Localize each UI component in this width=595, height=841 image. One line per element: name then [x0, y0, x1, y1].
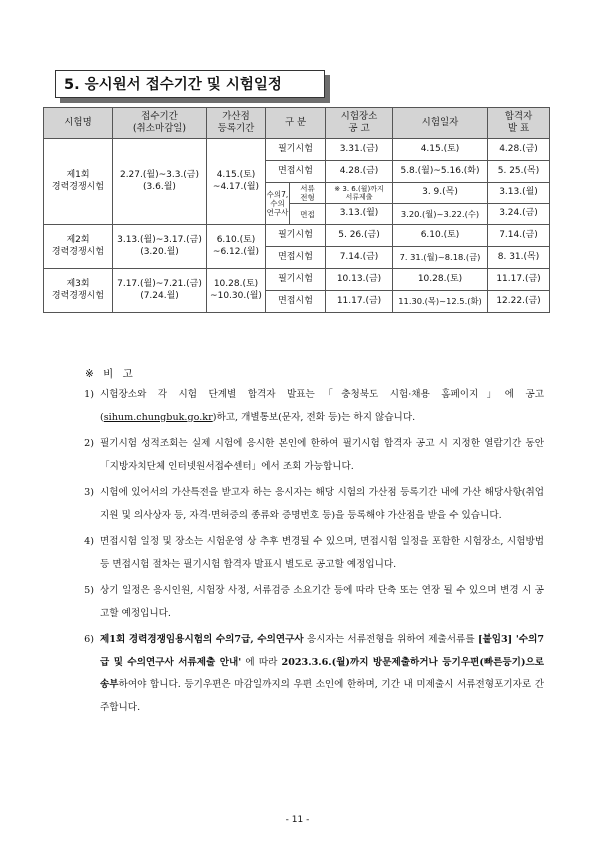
- bonus-period-cell: 10.28.(토) ~10.30.(월): [207, 269, 266, 313]
- result-cell: 3.24.(금): [488, 204, 550, 225]
- venue-cell: 10.13.(금): [326, 269, 393, 291]
- date-cell: 3.20.(월)~3.22.(수): [393, 204, 488, 225]
- date-cell: 5.8.(월)~5.16.(화): [393, 161, 488, 183]
- type-cell: 면접시험: [266, 247, 326, 269]
- date-cell: 4.15.(토): [393, 139, 488, 161]
- bonus-period-cell: 6.10.(토) ~6.12.(월): [207, 225, 266, 269]
- venue-cell: 4.28.(금): [326, 161, 393, 183]
- type-cell: 필기시험: [266, 225, 326, 247]
- note-number: 5): [84, 585, 94, 596]
- venue-cell: 3.13.(월): [326, 204, 393, 225]
- venue-cell: 11.17.(금): [326, 291, 393, 313]
- date-cell: 10.28.(토): [393, 269, 488, 291]
- table-row: [44, 269, 550, 291]
- table-row: [44, 139, 550, 161]
- exam-name-cell: 제3회 경력경쟁시험: [44, 269, 113, 313]
- header-exam: 시험명: [44, 108, 113, 139]
- header-receipt: 접수기간 (취소마감일): [113, 108, 207, 139]
- result-cell: 4.28.(금): [488, 139, 550, 161]
- date-cell: 3. 9.(목): [393, 183, 488, 204]
- receipt-period-cell: 2.27.(월)~3.3.(금) (3.6.월): [113, 139, 207, 225]
- date-cell: 11.30.(목)~12.5.(화): [393, 291, 488, 313]
- type-cell: 필기시험: [266, 269, 326, 291]
- result-cell: 5. 25.(목): [488, 161, 550, 183]
- receipt-period-cell: 7.17.(월)~7.21.(금) (7.24.월): [113, 269, 207, 313]
- homepage-link[interactable]: sihum.chungbuk.go.kr: [103, 411, 213, 423]
- date-cell: 7. 31.(월)~8.18.(금): [393, 247, 488, 269]
- list-item: [72, 433, 544, 478]
- note-text: 필기시험 성적조회는 실제 시험에 응시한 본인에 한하여 필기시험 합격자 공고 시 지정한 열람기간 동안「지방자치단체 인터넷원서접수센터」에서 조회 가능합니다.: [100, 438, 544, 472]
- note-text: 시험에 있어서의 가산특전을 받고자 하는 응시자는 해당 시험의 가산점 등록기간 내에 가산 해당사항(취업지원 및 의사상자 등, 자격·면허증의 종류와 증명번호 등)을 등록해야 가산점을 받을 수 있습니다.: [100, 487, 544, 521]
- result-cell: 7.14.(금): [488, 225, 550, 247]
- result-cell: 8. 31.(목): [488, 247, 550, 269]
- special-type-label: 수의7, 수의 연구사: [266, 183, 290, 225]
- receipt-period-cell: 3.13.(월)~3.17.(금) (3.20.월): [113, 225, 207, 269]
- type-cell: 필기시험: [266, 139, 326, 161]
- note-text: 면접시험 일정 및 장소는 시험운영 상 추후 변경될 수 있으며, 면접시험 일정을 포함한 시험장소, 시험방법 등 면접시험 절차는 필기시험 합격자 발표시 별도로 공고할 예정입니다.: [100, 536, 544, 570]
- header-venue: 시험장소 공 고: [326, 108, 393, 139]
- list-item: [72, 531, 544, 576]
- venue-cell: 7.14.(금): [326, 247, 393, 269]
- page-number: - 11 -: [285, 815, 310, 825]
- list-item: [72, 629, 544, 719]
- note-number: 4): [84, 536, 94, 547]
- note-text: 시험장소와 각 시험 단계별 합격자 발표는「충청북도 시험·채용 홈페이지」에 공고 (sihum.chungbuk.go.kr)하고, 개별통보(문자, 전화 등)는 하지 않습니다.: [100, 389, 544, 423]
- note-text: 상기 일정은 응시인원, 시험장 사정, 서류검증 소요기간 등에 따라 단축 또는 연장 될 수 있으며 변경 시 공고할 예정입니다.: [100, 585, 544, 619]
- section-title: 5. 응시원서 접수기간 및 시험일정: [55, 70, 325, 98]
- header-bonus: 가산점 등록기간: [207, 108, 266, 139]
- header-result: 합격자 발 표: [488, 108, 550, 139]
- venue-cell: ※ 3. 6.(월)까지 서류제출: [326, 183, 393, 204]
- bonus-period-cell: 4.15.(토) ~4.17.(월): [207, 139, 266, 225]
- result-cell: 3.13.(월): [488, 183, 550, 204]
- remarks-title: ※ 비 고: [85, 368, 136, 380]
- note-text: 제1회 경력경쟁임용시험의 수의7급, 수의연구사 응시자는 서류전형을 위하여 제출서류를 [붙임3] '수의7급 및 수의연구사 서류제출 안내' 에 따라 2023.3.6.(월)까지 방문제출하거나 등기우편(빠른등기)으로 송부하여야 합니다. 등기우편은 마감일까지의 우편 소인에 한하며, 기간 내 미제출시 서류전형포기자로 간주합니다.: [100, 634, 545, 713]
- exam-name-cell: 제1회 경력경쟁시험: [44, 139, 113, 225]
- list-item: [72, 482, 544, 527]
- note-number: 6): [84, 634, 94, 645]
- venue-cell: 3.31.(금): [326, 139, 393, 161]
- date-cell: 6.10.(토): [393, 225, 488, 247]
- table-row: [44, 225, 550, 247]
- doc-screening-label: 서류 전형: [290, 183, 326, 204]
- venue-cell: 5. 26.(금): [326, 225, 393, 247]
- exam-schedule-table: [43, 107, 550, 313]
- result-cell: 12.22.(금): [488, 291, 550, 313]
- table-header-row: [44, 108, 550, 139]
- exam-name-cell: 제2회 경력경쟁시험: [44, 225, 113, 269]
- type-cell: 면접시험: [266, 291, 326, 313]
- type-cell: 면접시험: [266, 161, 326, 183]
- note-number: 1): [84, 389, 94, 400]
- list-item: [72, 580, 544, 625]
- list-item: [72, 384, 544, 429]
- header-date: 시험일자: [393, 108, 488, 139]
- remarks-list: [72, 384, 544, 723]
- header-type: 구 분: [266, 108, 326, 139]
- interview-label: 면접: [290, 204, 326, 225]
- result-cell: 11.17.(금): [488, 269, 550, 291]
- note-number: 2): [84, 438, 94, 449]
- note-number: 3): [84, 487, 94, 498]
